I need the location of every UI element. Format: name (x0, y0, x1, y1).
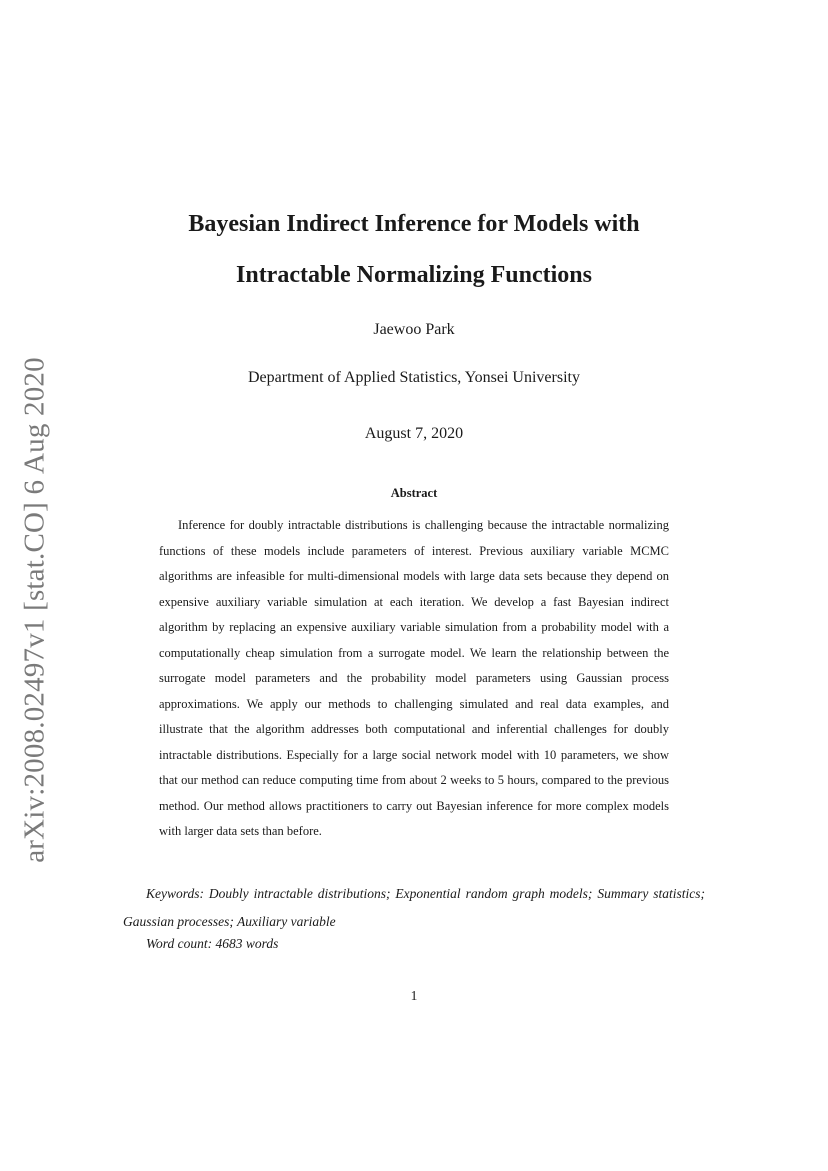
page-number: 1 (410, 988, 418, 1003)
word-count: Word count: 4683 words (146, 936, 279, 951)
author-affiliation: Department of Applied Statistics, Yonsei University (248, 369, 580, 386)
publication-date: August 7, 2020 (364, 425, 464, 442)
abstract-heading: Abstract (390, 486, 438, 500)
paper-title-line-2: Intractable Normalizing Functions (236, 262, 592, 288)
paper-title-line-1: Bayesian Indirect Inference for Models with (188, 211, 640, 237)
keywords: Keywords: Doubly intractable distributions; Exponential random graph models; Summary statistics; Gaussian processes; Auxiliary variable (123, 886, 705, 929)
abstract-text: Inference for doubly intractable distributions is challenging because the intractable normalizing functions of these models include parameters of interest. Previous auxiliary variable MCMC algorithms are infeasible for multi-dimensional models with large data sets because they depend on expensive auxiliary variable simulation at each iteration. We develop a fast Bayesian indirect algorithm by replacing an expensive auxiliary variable simulation from a probability model with a computationally cheap simulation from a surrogate model. We learn the relationship between the surrogate model parameters and the probability model parameters using Gaussian process approximations. We apply our methods to challenging simulated and real data examples, and illustrate that the algorithm addresses both computational and inferential challenges for doubly intractable distributions. Especially for a large social network model with 10 parameters, we show that our method can reduce computing time from about 2 weeks to 5 hours, compared to the previous method. Our method allows practitioners to carry out Bayesian inference for more complex models with larger data sets than before. (159, 518, 669, 838)
author-name: Jaewoo Park (373, 321, 455, 338)
arxiv-stamp: arXiv:2008.02497v1 [stat.CO] 6 Aug 2020 (18, 357, 51, 863)
